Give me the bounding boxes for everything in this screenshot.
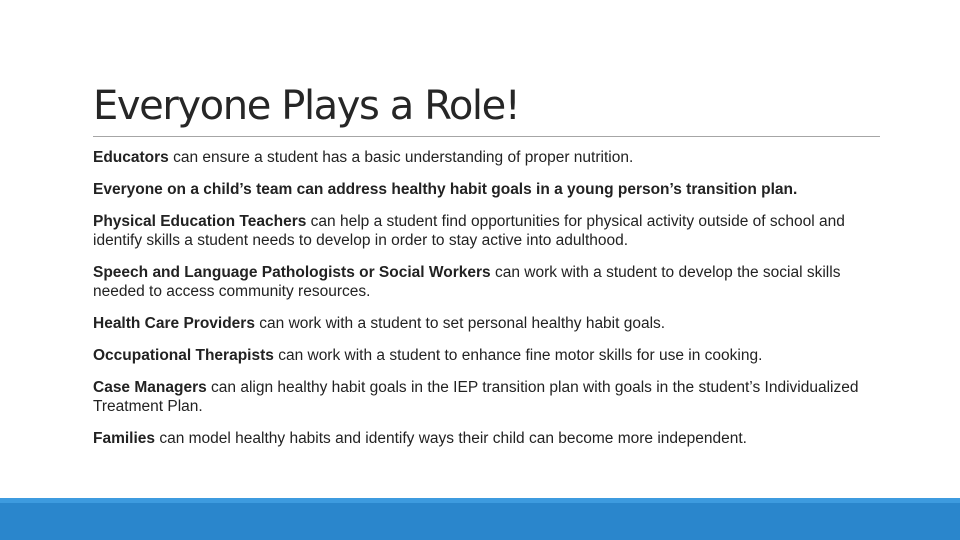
item-lead: Case Managers [93,379,207,396]
list-item-families [93,429,873,448]
list-item-pe-teachers [93,212,873,250]
item-text: can help a student find opportunities for physical activity outside of school and identify skills a student needs to develop in order to stay active into adulthood. [93,213,845,249]
slide-title: Everyone Plays a Role! [93,83,520,129]
item-text: can work with a student to set personal healthy habit goals. [254,315,666,332]
item-lead: Families [93,430,156,447]
item-text: can ensure a student has a basic understanding of proper nutrition. [168,149,634,166]
list-item-slp-social-workers [93,263,873,301]
list-item-case-managers [93,378,873,416]
item-lead: Physical Education Teachers [93,213,307,230]
footer-accent-bar [0,498,960,540]
item-text: can align healthy habit goals in the IEP transition plan with goals in the student’s Individualized Treatment Plan. [93,379,859,415]
list-item-educators [93,148,873,167]
title-divider [93,136,880,137]
list-item-occupational-therapists [93,346,873,365]
item-lead: Educators [93,149,169,166]
list-item-health-care-providers [93,314,873,333]
item-text: can model healthy habits and identify ways their child can become more independent. [155,430,747,447]
item-text: can work with a student to enhance fine motor skills for use in cooking. [273,347,763,364]
footer-accent-highlight [0,498,960,503]
item-lead: Occupational Therapists [93,347,274,364]
item-lead: Health Care Providers [93,315,255,332]
item-text: can work with a student to develop the social skills needed to access community resources. [93,264,841,300]
role-list [93,148,873,461]
list-item-everyone [93,180,873,199]
item-lead: Speech and Language Pathologists or Social Workers [93,264,491,281]
item-lead: Everyone on a child’s team can address healthy habit goals in a young person’s transition plan. [93,181,798,198]
